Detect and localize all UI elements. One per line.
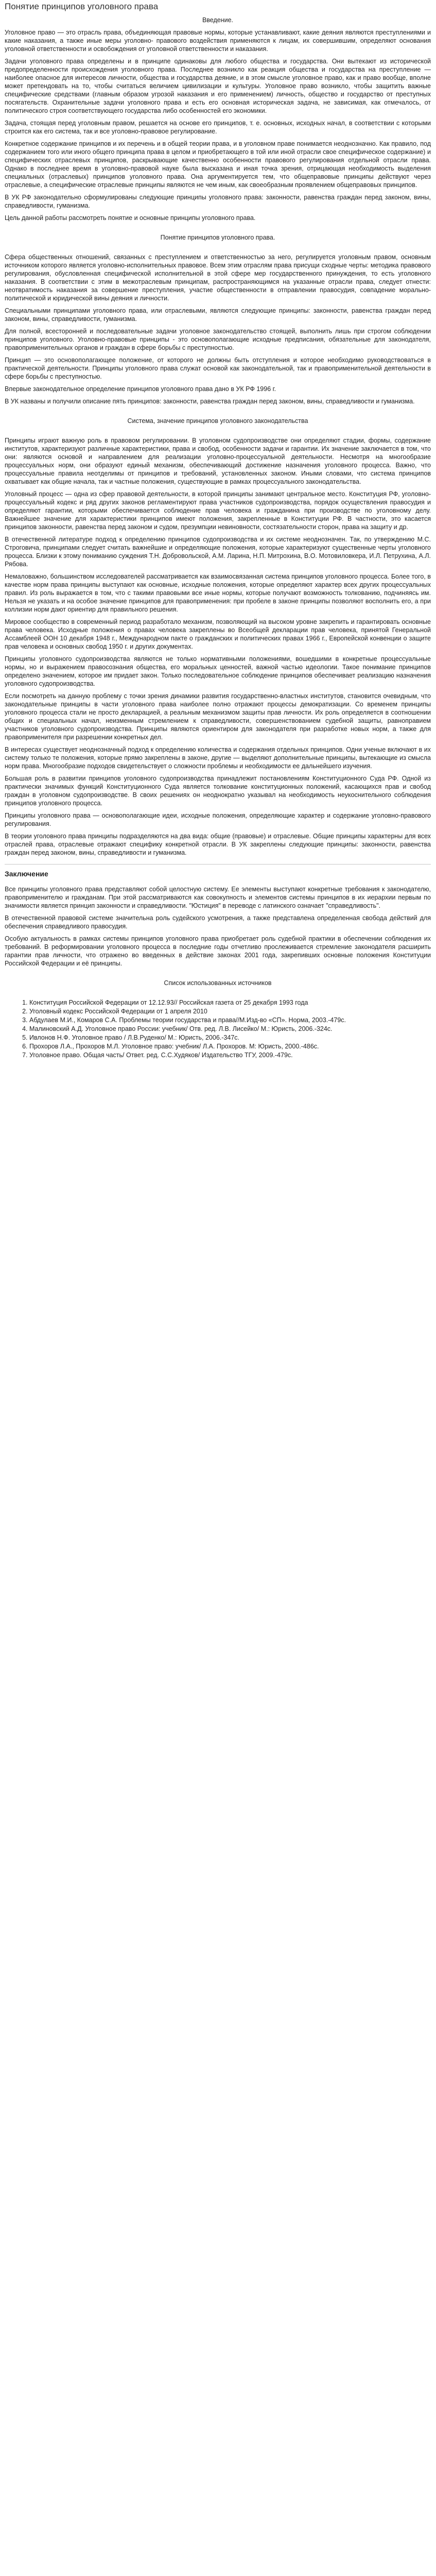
section1-paragraph: Специальными принципами уголовного права, или отраслевыми, являются следующие принципы: законности, равенства граждан перед законом, вины, справедливости, гуманизма.: [5, 307, 431, 323]
intro-paragraph: Задача, стоящая перед уголовным правом, решается на основе его принципов, т. е. основных, исходных начал, в соответствии с которыми строится как его система, так и все уголовно-правовое регулирование.: [5, 120, 431, 135]
references-list: [5, 998, 431, 1059]
section1-paragraph: Принцип — это основополагающее положение, от которого не должны быть отступления и которое необходимо руководствоваться в практической деятельности. Принципы уголовного права служат основой как законодательной, так и правоприменительной деятельности в сфере борьбы с преступностью.: [5, 357, 431, 380]
page-title: Понятие принципов уголовного права: [5, 2, 159, 11]
conclusion-section: [5, 885, 431, 968]
section1: [5, 253, 431, 405]
reference-item: 2. Уголовный кодекс Российской Федерации от 1 апреля 2010: [29, 1007, 431, 1015]
intro-heading: Введение.: [202, 16, 234, 24]
document-page: [0, 0, 436, 1059]
section2-paragraph: В интересах существует неоднозначный подход к определению количества и содержания отдельных принципов. Одни ученые включают в их систему только те положения, которые прямо закреплены в законе, другие — выделяют дополнительные принципы, вытекающие из смысла норм права. Многообразие подходов свидетельствует о сложности проблемы и необходимости ее дальнейшего изучения.: [5, 746, 431, 770]
section2-paragraph: Если посмотреть на данную проблему с точки зрения динамики развития государственно-властных институтов, становится очевидным, что законодательные принципы в части уголовного права наиболее полно отражают процессы демократизации. Со временем принципы уголовного процесса стали не просто декларацией, а реальным механизмом защиты прав личности. Их роль определяется в соотношении общих и специальных начал, неизменным стремлением к справедливости, совершенствованием судебной защиты, равноправием участников уголовного судопроизводства. Принципы являются ориентиром для законодателя при разработке новых норм, а также для правоприменителя при разрешении конкретных дел.: [5, 692, 431, 741]
section2-paragraph: В отечественной литературе подход к определению принципов судопроизводства и их системе неоднозначен. Так, по утверждению М.С. Строговича, принципами следует считать важнейшие и определяющие положения, которые характеризуют существенные черты уголовного процесса. Близки к этому пониманию суждения Т.Н. Добровольской, А.М. Ларина, Н.П. Митрохина, В.О. Мотовиловкера, И.Л. Петрухина, А.Л. Рябова.: [5, 536, 431, 568]
section1-paragraph: В УК названы и получили описание пять принципов: законности, равенства граждан перед законом, вины, справедливости и гуманизма.: [5, 398, 415, 405]
section2-paragraph: Принципы уголовного права — основополагающие идеи, исходные положения, определяющие характер и содержание уголовно-правового регулирования.: [5, 812, 431, 827]
reference-item: 7. Уголовное право. Общая часть/ Ответ. ред. С.С.Худяков/ Издательство ТГУ, 2009.-479с.: [29, 1051, 431, 1059]
section2-paragraph: Мировое сообщество в современный период разработало механизм, позволяющий на высоком уровне закрепить и гарантировать основные права человека. Исходные положения о правах человека закреплены во Всеобщей декларации прав человека, принятой Генеральной Ассамблеей ООН 10 декабря 1948 г., Международном пакте о гражданских и политических правах 1966 г., Европейской конвенции о защите прав человека и основных свобод 1950 г. и других документах.: [5, 618, 431, 650]
section2-paragraph: Уголовный процесс — одна из сфер правовой деятельности, в которой принципы занимают центральное место. Конституция РФ, уголовно-процессуальный кодекс и ряд других законов регламентируют права участников судопроизводства, порядок осуществления правосудия и определяют гарантии, которыми обеспечивается соблюдение прав человека и гражданина при производстве по уголовному делу. Важнейшее значение для характеристики принципов имеют положения, закрепленные в Конституции РФ. В частности, это касается принципов законности, равенства перед законом и судом, презумпции невиновности, состязательности сторон, права на защиту и др.: [5, 490, 431, 531]
section2-paragraph: Большая роль в развитии принципов уголовного судопроизводства принадлежит постановлениям Конституционного Суда РФ. Одной из практически значимых функций Конституционного Суда является толкование конституционных положений, касающихся прав и свобод граждан в уголовном судопроизводстве. В своих решениях он неоднократно указывал на необходимость неукоснительного соблюдения принципов уголовного процесса.: [5, 775, 431, 807]
section1-paragraph: Сфера общественных отношений, связанных с преступлением и ответственностью за него, регулируется уголовным правом, основным источником которого является уголовно-исполнительных правовое. Всем этим отраслям права присущи сходные черты: методика правового регулирования, обусловленная специфической исполнительной в этой сфере мер государственного принуждения, то есть уголовного наказания. В соответствии с этим в межотраслевым принципам, распространяющимся на указанные отрасли права, следует отнести: неотвратимость наказания за совершение преступления, участие общественности в отправлении правосудия, совпадение морально-политической и юридической вины деяния и личности.: [5, 253, 431, 302]
section2-heading: Система, значение принципов уголовного законодательства: [127, 417, 308, 425]
section-divider: [5, 864, 431, 865]
reference-item: 5. Ивлонов Н.Ф. Уголовное право / Л.В.Руденко/ М.: Юристь, 2006.-347с.: [29, 1033, 431, 1042]
conclusion-paragraph: Особую актуальность в рамках системы принципов уголовного права приобретает роль судебной практики в обеспечении соблюдения их требований. В реформировании уголовного процесса в последние годы отчетливо прослеживается стремление законодателя расширить гарантии прав личности, что отражено во введенных в действие законах 2001 года, закрепивших основные положения Конституции Российской Федерации и её принципы.: [5, 935, 431, 967]
reference-item: 1. Конституция Российской Федерации от 12.12.93// Российская газета от 25 декабря 1993 года: [29, 998, 431, 1007]
intro-paragraph: Цель данной работы рассмотреть понятие и основные принципы уголовного права.: [5, 214, 256, 222]
section1-paragraph: Для полной, всесторонней и последовательные задачи уголовное законодательство стоящей, выполнить лишь при строгом соблюдении принципов уголовного. Уголовно-правовые принципы - это основополагающие исходные предписания, обязательные для законодателя, правоприменительных органов и граждан в сфере борьбы с преступностью.: [5, 328, 431, 351]
reference-item: 3. Абдулаев М.И., Комаров С.А. Проблемы теории государства и права//М.Изд-во «СП». Норма, 2003.-479с.: [29, 1016, 431, 1024]
intro-paragraph: Уголовное право — это отрасль права, объединяющая правовые нормы, которые устанавливают, какие деяния являются преступлениями и какие наказания, а также иные меры уголовно- правового воздействия применяются к лицам, их совершившим, определяют основания уголовной ответственности и освобождения от уголовной ответственности и наказания.: [5, 29, 431, 53]
section2-paragraph: Принципы играют важную роль в правовом регулировании. В уголовном судопроизводстве они определяют стадии, формы, содержание институтов, характеризуют различные характеристики, права и свобод, особенности задачи и гарантии. Их значение заключается в том, что они: являются основой и направлением для реализации уголовно-процессуальной деятельности. Несмотря на многообразие процессуальных норм, они образуют единый механизм, обеспечивающий достижение назначения уголовного процесса. Важно, что процессуальные правила неотделимы от принципов и требований, установленных законом. Иными словами, что система принципов охватывает как общие начала, так и частные положения, существующие в рамках процессуального законодательства.: [5, 437, 431, 485]
intro-paragraph: Конкретное содержание принципов и их перечень и в общей теории права, и в уголовном праве понимается неоднозначно. Как правило, под содержанием того или иного общего принципа права в целом и приобретающего в той или иной отрасли свое специфическое содержание) и специфических отраслевых принципов, раскрывающие качественно особенности правового регулирования отдельной отрасли права. Однако в последнее время в уголовно-правовой науке была высказана и иная точка зрения, отрицающая необходимость выделения специальных (отраслевых) принципов уголовного права. Она аргументируется тем, что общеправовые принципы действуют через отраслевые, а специфические отраслевые принципы являются не чем иным, как своеобразным проявлением общеправовых принципов.: [5, 140, 431, 189]
section2-paragraph: В теории уголовного права принципы подразделяются на два вида: общие (правовые) и отраслевые. Общие принципы характерны для всех отраслей права, отраслевые отражают специфику конкретной отрасли. В УК закреплены следующие принципы: законности, равенства граждан перед законом, вины, справедливости и гуманизма.: [5, 833, 431, 856]
intro-paragraph: В УК РФ законодательно сформулированы следующие принципы уголовного права: законности, равенства граждан перед законом, вины, справедливости, гуманизма.: [5, 194, 431, 209]
intro-paragraph: Задачи уголовного права определены и в принципе одинаковы для любого общества и государства. Они вытекают из исторической предопределенности происхождения уголовного права. Последнее возникло как реакция общества и государства на преступление — наиболее опасное для интересов личности, общества и государства деяние, и в этом смысле уголовное право, как и право вообще, вполне может претендовать на то, чтобы считаться величием цивилизации и культуры. Уголовное право возникло, чтобы защитить важные специфические средствами (главным образом угрозой наказания и его применением) личность, общество и государство от преступных посягательств. Охранительные задачи уголовного права и есть его основная историческая задача, не зависимая, как отмечалось, от политического строя соответствующего государства либо особенностей его экономики.: [5, 58, 431, 114]
intro-section: [5, 28, 431, 222]
conclusion-heading: Заключение: [5, 870, 48, 878]
section1-paragraph: Впервые законодательное определение принципов уголовного права дано в УК РФ 1996 г.: [5, 385, 276, 393]
reference-item: 6. Прохоров Л.А., Прохоров М.Л. Уголовное право: учебник/ Л.А. Прохоров. М: Юристь, 2000.-486с.: [29, 1042, 431, 1050]
section2-paragraph: Немаловажно, большинством исследователей рассматривается как взаимосвязанная система принципов уголовного процесса. Более того, в качестве норм права принципы выступают как основные, исходные положения, которые определяют характер всех других процессуальных правил. Из роль выражается в том, что с такими правовыми все иные нормы, которые получают возможность толкованию, подчиняясь им. Нельзя не указать и на особое значение принципов для правоприменения: при пробеле в законе принципы позволяют восполнить его, а при коллизии норм дают ориентир для правильного решения.: [5, 573, 431, 613]
conclusion-paragraph: Все принципы уголовного права представляют собой целостную систему. Ее элементы выступают конкретные требования к законодателю, правоприменителю и гражданам. При этой рассматриваются как совокупность и элементов системы принципов в их иерархии первым по значимости является принцип законности и справедливости. "Юстиция" в переводе с латинского означает "справедливость".: [5, 886, 431, 909]
reference-item: 4. Малиновский А.Д. Уголовное право России: учебник/ Отв. ред. Л.В. Лисейко/ М.: Юристь, 2006.-324с.: [29, 1025, 431, 1033]
references-heading: Список использованных источников: [164, 979, 272, 987]
section1-heading: Понятие принципов уголовного права.: [160, 234, 275, 241]
section2-paragraph: Принципы уголовного судопроизводства являются не только нормативными положениями, вошедшими в конкретные процессуальные нормы, но и выражением правосознания общества, его моральных ценностей, важной частью идеологии. Такое понимание принципов определено значением, которое им придает закон. Только последовательное соблюдение принципов обеспечивает реализацию назначения уголовного судопроизводства.: [5, 655, 431, 687]
section2: [5, 436, 431, 857]
conclusion-paragraph: В отечественной правовой системе значительна роль судейского усмотрения, а также представлена определенная свобода действий для обеспечения справедливого правосудия.: [5, 914, 431, 930]
